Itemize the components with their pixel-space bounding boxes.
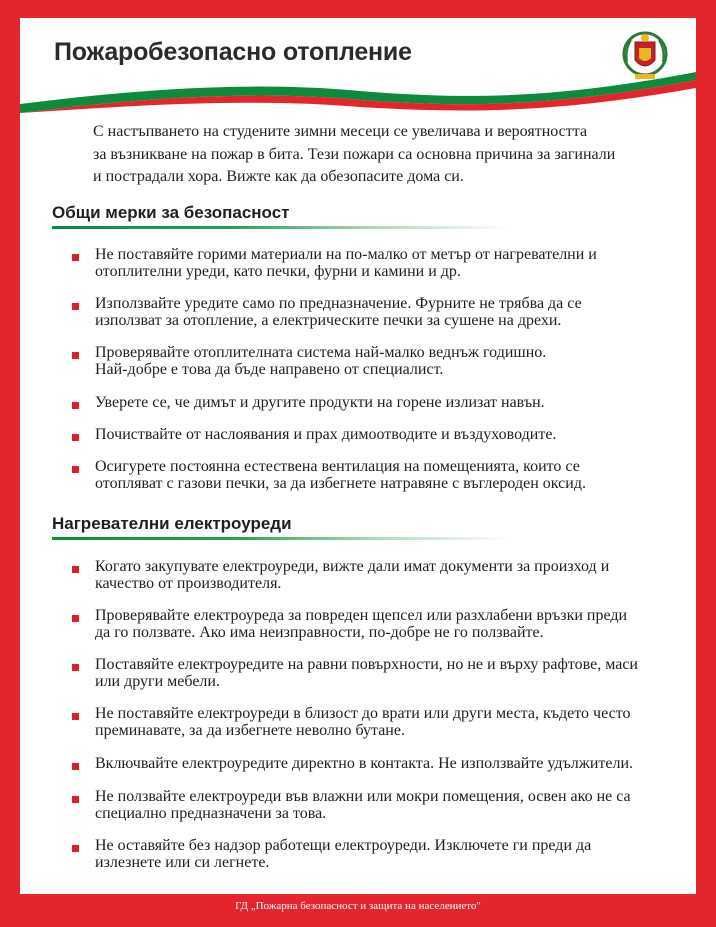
bullet-icon — [72, 763, 79, 770]
bullet-icon — [72, 796, 79, 803]
list-item-line: Използвайте уредите само по предназначение. Фурните не трябва да се — [95, 295, 582, 312]
list-item-line: Не ползвайте електроуреди във влажни или мокри помещения, освен ако не са — [95, 788, 631, 805]
bullet-icon — [72, 352, 79, 359]
list-item-line: Не поставяйте електроуреди в близост до врати или други места, където често — [95, 705, 631, 722]
list-item-line: да го ползвате. Ако има неизправности, по-добре не го ползвайте. — [95, 624, 544, 641]
section-divider — [52, 537, 512, 540]
list-item-line: Не оставяйте без надзор работещи електроуреди. Изключете ги преди да — [95, 837, 592, 854]
list-item-line: Поставяйте електроуредите на равни повърхности, но не и върху рафтове, маси — [95, 656, 638, 673]
poster-page — [20, 18, 696, 894]
list-item-line: отопляват с газови печки, за да избегнете натравяне с въглероден оксид. — [95, 475, 586, 492]
footer-credit: ГД „Пожарна безопасност и защита на населението" — [235, 900, 481, 912]
list-item-line: използват за отопление, а електрическите печки за сушене на дрехи. — [95, 312, 562, 329]
bullet-icon — [72, 845, 79, 852]
bullet-icon — [72, 615, 79, 622]
bullet-icon — [72, 303, 79, 310]
list-item-line: Проверявайте електроуреда за повреден щепсел или разхлабени връзки преди — [95, 607, 628, 624]
bullet-icon — [72, 713, 79, 720]
list-item-line: отоплителни уреди, като печки, фурни и камини и др. — [95, 263, 461, 280]
section-title-general: Общи мерки за безопасност — [52, 203, 290, 222]
bullet-icon — [72, 664, 79, 671]
intro-line: С настъпването на студените зимни месеци се увеличава и вероятността — [93, 123, 588, 140]
section-divider — [52, 226, 512, 229]
list-item-line: Уверете се, че димът и другите продукти на горене излизат навън. — [95, 394, 545, 411]
bullet-icon — [72, 254, 79, 261]
list-item-line: Включвайте електроуредите директно в контакта. Не използвайте удължители. — [95, 755, 634, 772]
list-item-line: Най-добре е това да бъде направено от специалист. — [95, 361, 444, 378]
bullet-icon — [72, 566, 79, 573]
list-item-line: излезнете или си легнете. — [95, 854, 270, 871]
bullet-icon — [72, 466, 79, 473]
intro-line: и пострадали хора. Вижте как да обезопасите дома си. — [93, 168, 464, 185]
list-item-line: Осигурете постоянна естествена вентилация на помещенията, които се — [95, 458, 580, 475]
list-item-line: специално предназначени за това. — [95, 805, 327, 822]
bullet-icon — [72, 402, 79, 409]
header — [20, 18, 696, 113]
list-item-line: качество от производителя. — [95, 575, 282, 592]
page-title: Пожаробезопасно отопление — [54, 38, 412, 66]
intro-line: за възникване на пожар в бита. Тези пожари са основна причина за загинали — [93, 145, 616, 163]
list-item-line: Когато закупувате електроуреди, вижте дали имат документи за произход и — [95, 558, 610, 575]
list-item-line: Не поставяйте горими материали на по-малко от метър от нагревателни и — [95, 246, 597, 263]
list-item-line: преминавате, за да избегнете неволно бутане. — [95, 722, 405, 739]
section-title-electrical: Нагревателни електроуреди — [52, 514, 292, 533]
coat-of-arms-icon — [621, 28, 669, 86]
list-item-line: или други мебели. — [95, 673, 220, 690]
bullet-icon — [72, 434, 79, 441]
list-item-line: Почиствайте от наслоявания и прах димоотводите и въздуховодите. — [95, 426, 557, 443]
list-item-line: Проверявайте отоплителната система най-малко веднъж годишно. — [95, 344, 547, 361]
intro-paragraph — [93, 121, 673, 189]
